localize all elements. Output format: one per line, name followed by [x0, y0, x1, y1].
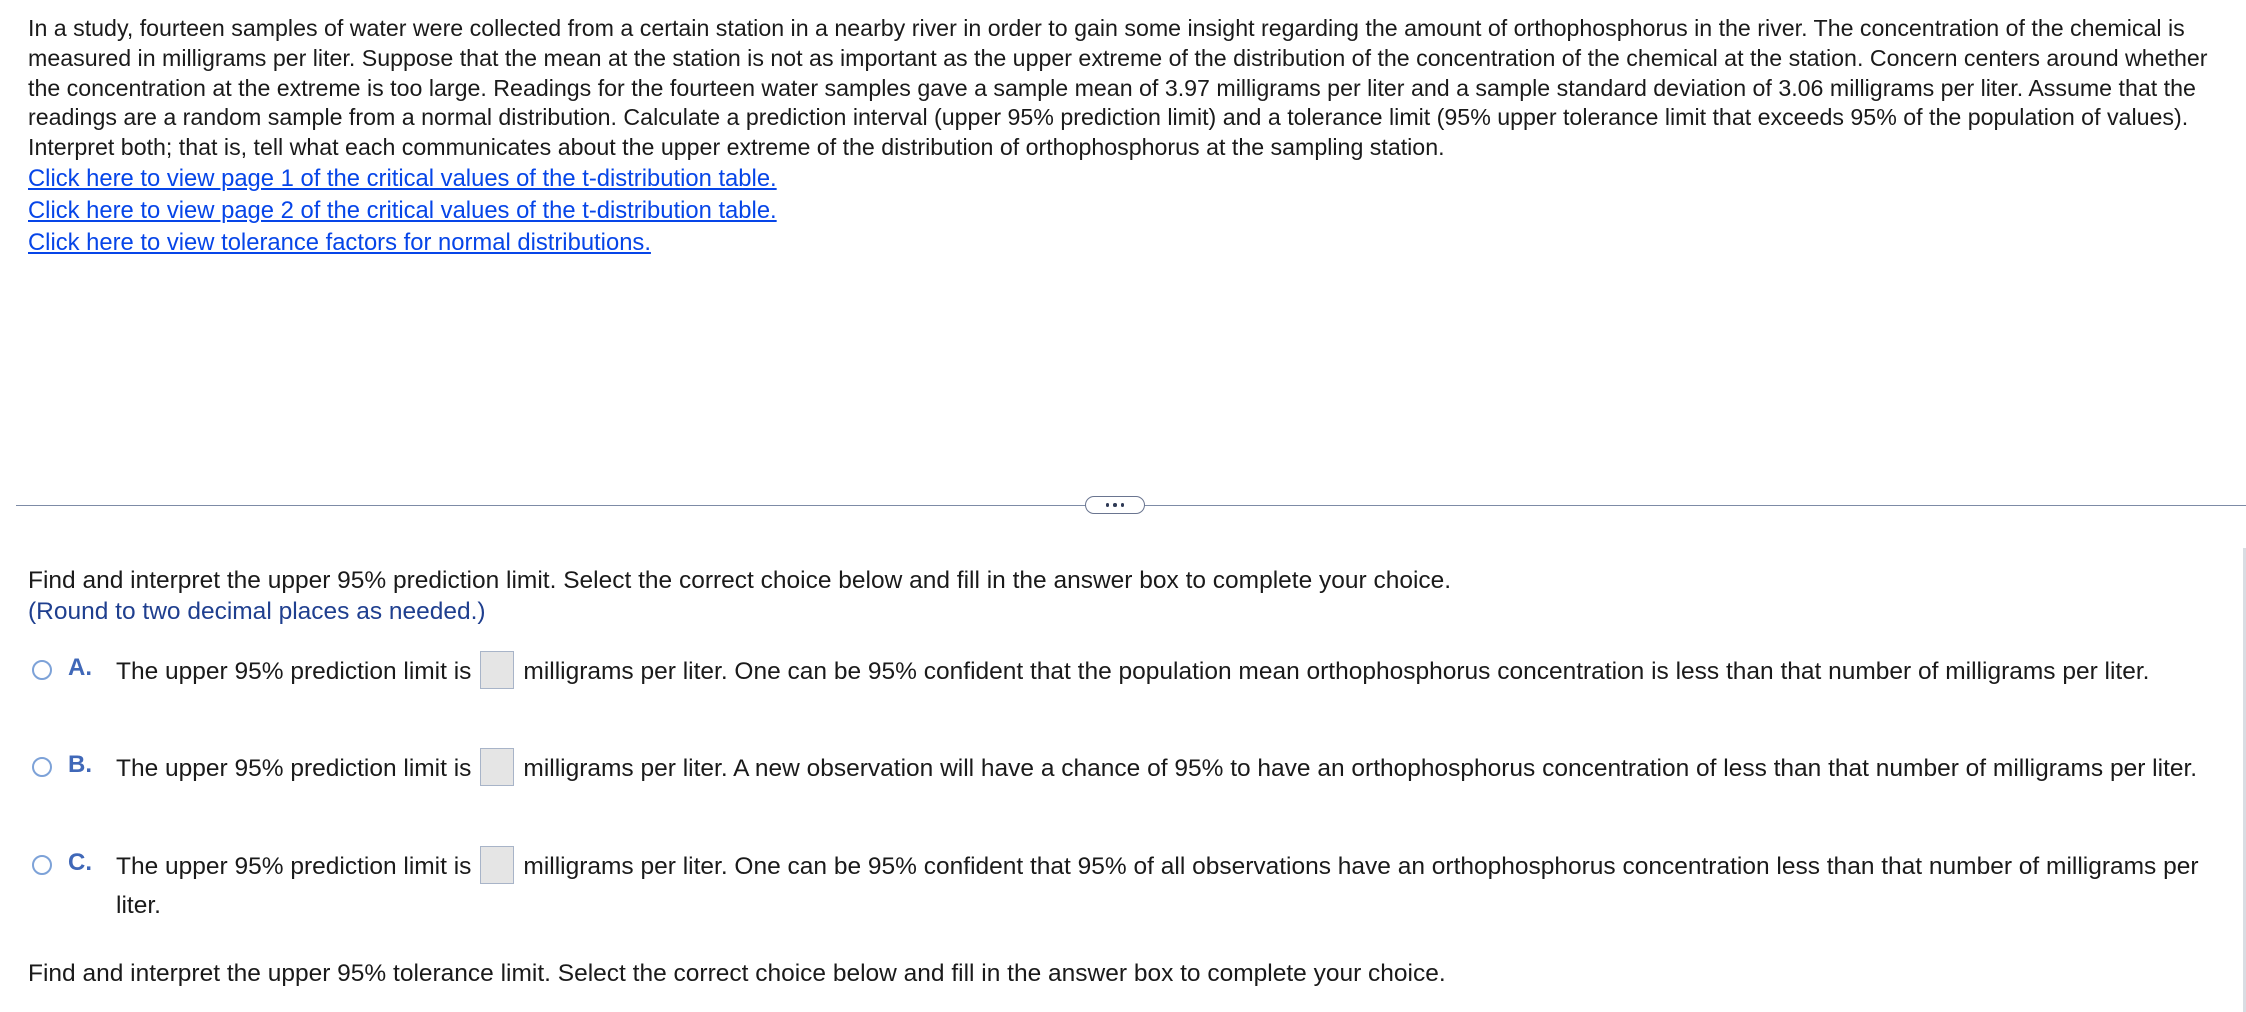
question-tolerance-limit — [28, 958, 1446, 989]
more-dots-icon — [1113, 503, 1117, 507]
question-prompt: Find and interpret the upper 95% prediction limit. Select the correct choice below and fill in the answer box to complete your choice. — [28, 567, 1452, 594]
answer-input[interactable] — [480, 651, 514, 689]
choice-text — [116, 847, 2206, 925]
problem-text: In a study, fourteen samples of water were collected from a certain station in a nearby river in order to gain some insight regarding the amount of orthophosphorus in the river. The concentration of the chemical is measured in milligrams per liter. Suppose that the mean at the station is not as important as the upper extreme of the distribution of the concentration of the chemical at the station. Concern centers around whether the concentration at the extreme is too large. Readings for the fourteen water samples gave a sample mean of 3.97 milligrams per liter and a sample standard deviation of 3.06 milligrams per liter. Assume that the readings are a random sample from a normal distribution. Calculate a prediction interval (upper 95% prediction limit) and a tolerance limit (95% upper tolerance limit that exceeds 95% of the population of values). Interpret both; that is, tell what each communicates about the upper extreme of the distribution of orthophosphorus at the sampling station. — [28, 15, 2208, 161]
choice-text-after: milligrams per liter. A new observation will have a chance of 95% to have an orthophosphorus concentration of less than that number of milligrams per liter. — [523, 755, 2198, 782]
choice-text-after: milligrams per liter. One can be 95% confident that 95% of all observations have an orthophosphorus concentration less than that number of milligrams per liter. — [116, 853, 2199, 919]
tolerance-factors-link[interactable]: Click here to view tolerance factors for normal distributions. — [28, 228, 651, 256]
choice-text-before: The upper 95% prediction limit is — [116, 658, 472, 685]
choice-text — [116, 749, 2206, 788]
choice-letter: C. — [68, 849, 92, 876]
choice-text-before: The upper 95% prediction limit is — [116, 755, 472, 782]
question-prediction-limit — [28, 565, 2208, 627]
choice-text — [116, 652, 2206, 691]
rounding-hint: (Round to two decimal places as needed.) — [28, 598, 486, 625]
choice-c[interactable] — [32, 847, 2212, 927]
problem-statement — [28, 14, 2233, 259]
radio-button-icon[interactable] — [32, 855, 52, 875]
choice-a[interactable] — [32, 652, 2212, 732]
more-dots-icon — [1121, 503, 1125, 507]
choice-text-before: The upper 95% prediction limit is — [116, 853, 472, 880]
t-table-page-1-link[interactable]: Click here to view page 1 of the critical values of the t-distribution table. — [28, 164, 777, 192]
question-prompt: Find and interpret the upper 95% tolerance limit. Select the correct choice below and fill in the answer box to complete your choice. — [28, 960, 1446, 987]
choice-letter: B. — [68, 751, 92, 778]
expand-more-button[interactable] — [1085, 496, 1145, 514]
answer-input[interactable] — [480, 748, 514, 786]
choice-letter: A. — [68, 654, 92, 681]
t-table-page-2-link[interactable]: Click here to view page 2 of the critical values of the t-distribution table. — [28, 196, 777, 224]
radio-button-icon[interactable] — [32, 757, 52, 777]
choice-b[interactable] — [32, 749, 2212, 829]
choice-text-after: milligrams per liter. One can be 95% confident that the population mean orthophosphorus concentration is less than that number of milligrams per liter. — [523, 658, 2150, 685]
radio-button-icon[interactable] — [32, 660, 52, 680]
more-dots-icon — [1106, 503, 1110, 507]
answer-input[interactable] — [480, 846, 514, 884]
